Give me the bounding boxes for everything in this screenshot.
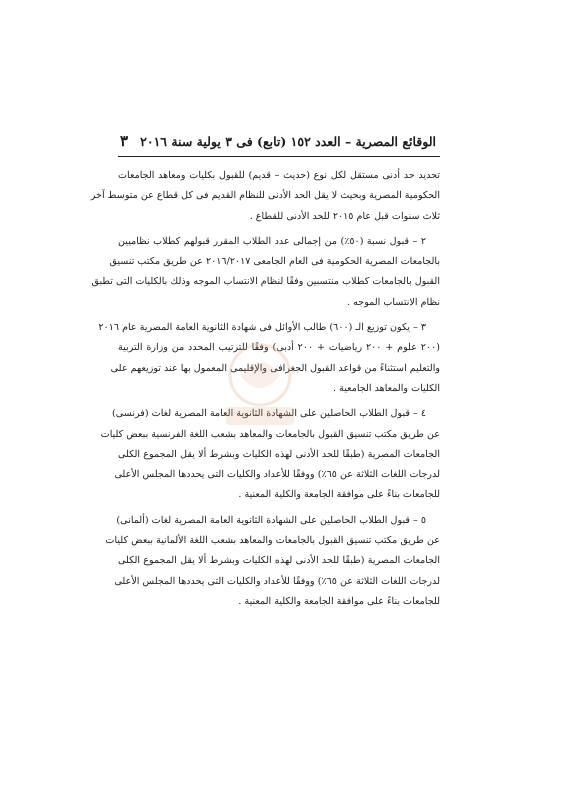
text-line: لدرجات اللغات الثلاثة عن ٦٥٪) ووفقًا للأعداد والكليات التى يحددها المجلس الأعلى (114, 575, 440, 587)
text-line: بالجامعات المصرية الحكومية فى العام الجامعى ٢٠١٦/٢٠١٧ عن طريق مكتب تنسيق (109, 256, 440, 268)
text-line: ٤ – قبول الطلاب الحاصلين على الشهادة الثانوية العامة المصرية لغات (فرنسى) (112, 408, 426, 420)
text-line: ثلاث سنوات قبل عام ٢٠١٥ للحد الأدنى للقطاع . (249, 210, 440, 222)
paragraph (98, 318, 440, 399)
text-line: الجامعات المصرية (طبقًا للحد الأدنى لهذه الكليات وبشرط ألا يقل المجموع الكلى (118, 555, 440, 567)
text-line: لدرجات اللغات الثلاثة عن ٦٥٪) ووفقًا للأعداد والكليات التى يحددها المجلس الأعلى (114, 469, 440, 481)
gazette-title: الوقائع المصرية – العدد ١٥٢ (تابع) فى ٣ يولية سنة ٢٠١٦ (140, 133, 436, 149)
paragraph (100, 404, 440, 505)
document-body (90, 166, 440, 612)
text-line: نظام الانتساب الموجه . (347, 296, 440, 308)
page-number: ٣ (120, 132, 129, 150)
text-line: الكليات والمعاهد الجامعية . (332, 382, 440, 394)
text-line: ٣ – يكون توزيع الـ (٦٠٠) طالب الأوائل فى شهادة الثانوية العامة المصرية عام ٢٠١٦ (98, 322, 426, 334)
header-rule (118, 156, 440, 157)
text-line: للجامعات بناءً على موافقة الجامعة والكلية المعنية . (238, 595, 440, 607)
text-line: عن طريق مكتب تنسيق القبول بالجامعات والمعاهد بشعب اللغة الفرنسية ببعض كليات (100, 428, 440, 440)
page-header (120, 128, 436, 154)
text-line: ٥ – قبول الطلاب الحاصلين على الشهادة الثانوية العامة المصرية لغات (ألمانى) (116, 514, 426, 526)
text-line: تحديد حد أدنى مستقل لكل نوع (حديث – قديم) للقبول بكليات ومعاهد الجامعات (118, 170, 440, 181)
text-line: (٢٠٠ علوم + ٢٠٠ رياضيات + ٢٠٠ أدبى) وفقًا للترتيب المحدد من وزارة التربية (118, 342, 440, 354)
text-line: والتعليم استثناءً من قواعد القبول الجغرافى والإقليمى المعمول بها عند توزيعهم على (110, 362, 440, 374)
text-line: ٢ – قبول نسبة (٥٠٪) من إجمالى عدد الطلاب المقرر قبولهم كطلاب نظاميين (118, 235, 426, 247)
text-line: القبول بالجامعات كطلاب منتسبين وفقًا لنظام الانتساب الموجه وذلك بالكليات التى تطبق (91, 276, 440, 288)
paragraph (105, 511, 440, 612)
paragraph (91, 232, 440, 313)
text-line: عن طريق مكتب تنسيق القبول بالجامعات والمعاهد بشعب اللغة الألمانية ببعض كليات (105, 535, 440, 547)
text-line: للجامعات بناءً على موافقة الجامعة والكلية المعنية . (238, 489, 440, 501)
text-line: الحكومية المصرية وبحيث لا يقل الحد الأدنى للنظام القديم فى كل قطاع عن متوسط آخر (90, 190, 440, 202)
text-line: الجامعات المصرية (طبقًا للحد الأدنى لهذه الكليات وبشرط ألا يقل المجموع الكلى (118, 448, 440, 460)
paragraph (90, 166, 440, 227)
